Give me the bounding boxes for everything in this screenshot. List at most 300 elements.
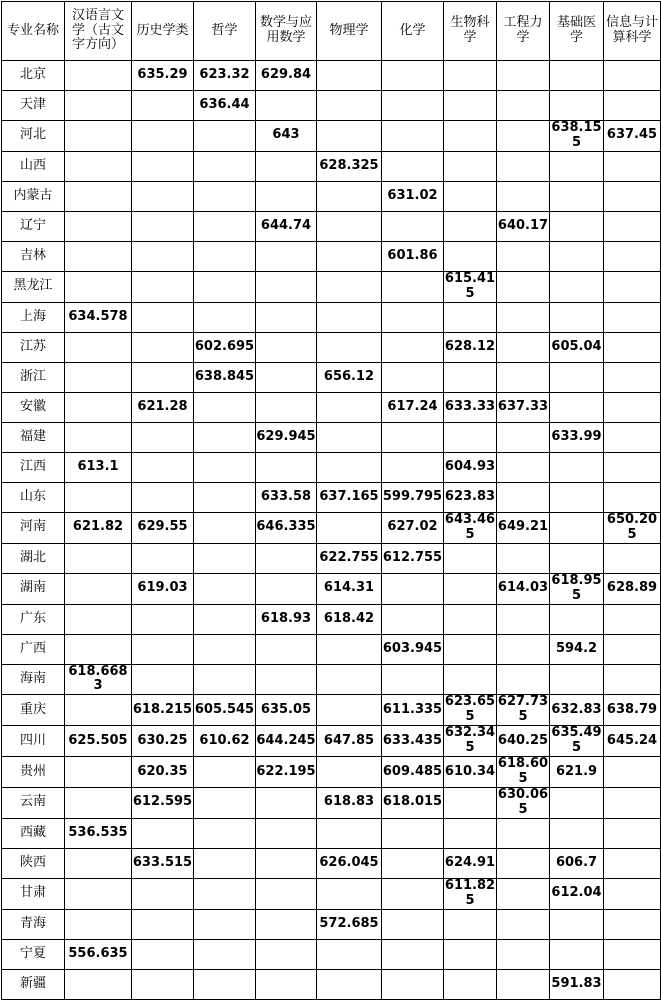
score-cell: [497, 818, 550, 848]
score-cell: [497, 61, 550, 91]
table-row: [2, 848, 661, 878]
score-cell: [604, 332, 661, 362]
score-cell: [382, 302, 444, 332]
score-cell: [256, 332, 317, 362]
score-cell: 612.755: [382, 543, 444, 573]
score-cell: [256, 392, 317, 422]
score-cell: 594.2: [550, 634, 604, 664]
score-cell: [194, 241, 256, 271]
score-cell: [382, 573, 444, 604]
score-cell: [444, 788, 497, 819]
score-cell: [132, 543, 194, 573]
region-label: 江西: [2, 452, 65, 482]
score-cell: [382, 452, 444, 482]
score-cell: [132, 362, 194, 392]
score-cell: [65, 634, 132, 664]
region-label: 浙江: [2, 362, 65, 392]
table-row: [2, 909, 661, 939]
score-cell: 633.33: [444, 392, 497, 422]
region-label: 青海: [2, 909, 65, 939]
score-cell: [550, 302, 604, 332]
score-cell: [194, 939, 256, 969]
score-cell: 650.205: [604, 512, 661, 543]
score-cell: 602.695: [194, 332, 256, 362]
score-cell: [194, 512, 256, 543]
score-cell: [497, 332, 550, 362]
score-cell: 613.1: [65, 452, 132, 482]
score-cell: [444, 362, 497, 392]
score-cell: 630.25: [132, 726, 194, 757]
region-label: 福建: [2, 422, 65, 452]
table-row: [2, 151, 661, 181]
score-cell: [65, 422, 132, 452]
score-cell: [382, 211, 444, 241]
region-label: 河北: [2, 121, 65, 152]
score-cell: [382, 909, 444, 939]
score-cell: 633.58: [256, 482, 317, 512]
score-cell: [317, 452, 382, 482]
region-label: 辽宁: [2, 211, 65, 241]
score-cell: 603.945: [382, 634, 444, 664]
score-cell: [604, 211, 661, 241]
score-cell: 637.45: [604, 121, 661, 152]
score-cell: 623.655: [444, 694, 496, 725]
table-row: [2, 818, 661, 848]
score-cell: 618.42: [317, 604, 382, 634]
score-cell: 591.83: [550, 969, 604, 999]
score-cell: 612.595: [132, 788, 194, 819]
score-cell: [317, 61, 382, 91]
score-cell: 635.05: [256, 695, 317, 726]
score-cell: [194, 452, 256, 482]
score-cell: [256, 634, 317, 664]
score-cell: [444, 543, 497, 573]
table-row: [2, 271, 661, 302]
score-cell: [194, 271, 256, 302]
region-label: 湖北: [2, 543, 65, 573]
score-cell: 621.28: [132, 392, 194, 422]
table-row: [2, 241, 661, 271]
score-cell: [497, 878, 550, 909]
region-label: 江苏: [2, 332, 65, 362]
score-cell: 621.9: [550, 757, 604, 788]
table-row: [2, 362, 661, 392]
score-cell: [317, 878, 382, 909]
column-header-mathematics: 数学与应用数学: [256, 2, 317, 61]
table-row: [2, 788, 661, 819]
score-cell: 611.335: [382, 695, 444, 726]
score-cell: 646.335: [256, 512, 317, 543]
table-row: [2, 757, 661, 788]
column-header-chemistry: 化学: [382, 2, 444, 61]
score-cell: 618.215: [132, 695, 194, 726]
column-header-engineering-mechanics: 工程力学: [497, 2, 550, 61]
score-cell: [550, 211, 604, 241]
region-label: 广东: [2, 604, 65, 634]
score-cell: [444, 634, 497, 664]
score-cell: 633.515: [132, 848, 194, 878]
score-cell: [604, 757, 661, 788]
score-cell: 637.165: [317, 482, 382, 512]
score-cell: [132, 969, 194, 999]
score-cell: 640.25: [497, 726, 550, 757]
score-cell: [256, 939, 317, 969]
table-row: [2, 512, 661, 543]
score-cell: 636.44: [194, 91, 256, 121]
score-cell: [444, 241, 497, 271]
score-cell: 638.845: [194, 362, 256, 392]
score-cell: [444, 422, 497, 452]
score-cell: [550, 392, 604, 422]
table-row: [2, 695, 661, 726]
column-header-chinese-literature: 汉语言文学（古文字方向）: [65, 2, 132, 61]
score-cell: [497, 939, 550, 969]
table-row: [2, 939, 661, 969]
score-cell: [256, 241, 317, 271]
score-cell: 624.91: [444, 848, 497, 878]
score-cell: [550, 151, 604, 181]
score-cell: [256, 271, 317, 302]
score-cell: [65, 482, 132, 512]
region-label: 山东: [2, 482, 65, 512]
score-cell: [497, 121, 550, 152]
score-cell: [550, 788, 604, 819]
score-cell: 604.93: [444, 452, 497, 482]
score-cell: [444, 91, 497, 121]
score-cell: [317, 241, 382, 271]
score-cell: [444, 121, 497, 152]
score-cell: [194, 604, 256, 634]
score-cell: [444, 909, 497, 939]
score-cell: [132, 878, 194, 909]
score-cell: 620.35: [132, 757, 194, 788]
region-label: 湖南: [2, 573, 65, 604]
score-cell: [382, 818, 444, 848]
score-cell: [65, 788, 132, 819]
score-cell: [317, 939, 382, 969]
score-cell: [65, 392, 132, 422]
score-cell: 605.04: [550, 332, 604, 362]
region-label: 宁夏: [2, 939, 65, 969]
score-cell: [444, 818, 497, 848]
score-cell: 640.17: [497, 211, 550, 241]
score-cell: [604, 634, 661, 664]
score-cell: [317, 757, 382, 788]
table-body: [2, 61, 661, 1000]
score-cell: [382, 969, 444, 999]
score-cell: 610.34: [444, 757, 497, 788]
score-cell: 637.33: [497, 392, 550, 422]
table-row: [2, 543, 661, 573]
score-cell: 633.99: [550, 422, 604, 452]
score-cell: [604, 452, 661, 482]
table-row: [2, 91, 661, 121]
score-cell: [65, 573, 132, 604]
score-cell: 627.02: [382, 512, 444, 543]
score-cell: 629.55: [132, 512, 194, 543]
score-cell: [604, 818, 661, 848]
score-cell: [132, 452, 194, 482]
score-cell: [132, 151, 194, 181]
score-cell: [550, 181, 604, 211]
score-cell: [65, 332, 132, 362]
score-cell: [194, 909, 256, 939]
score-cell: 645.24: [604, 726, 661, 757]
score-cell: [317, 664, 382, 695]
region-label: 上海: [2, 302, 65, 332]
score-cell: [382, 939, 444, 969]
score-cell: [65, 362, 132, 392]
score-cell: [256, 878, 317, 909]
column-header-basic-medicine: 基础医学: [550, 2, 604, 61]
score-cell: [317, 695, 382, 726]
score-cell: 629.945: [256, 422, 317, 452]
score-cell: 618.83: [317, 788, 382, 819]
score-cell: [382, 878, 444, 909]
score-cell: [604, 909, 661, 939]
score-cell: [256, 969, 317, 999]
score-cell: [65, 848, 132, 878]
score-cell: [550, 452, 604, 482]
score-cell: [550, 482, 604, 512]
score-cell: [382, 271, 444, 302]
score-cell: 622.195: [256, 757, 317, 788]
region-label: 广西: [2, 634, 65, 664]
score-cell: [132, 422, 194, 452]
score-cell: 628.89: [604, 573, 661, 604]
region-label: 北京: [2, 61, 65, 91]
score-cell: [550, 543, 604, 573]
score-cell: [444, 969, 497, 999]
score-cell: [497, 241, 550, 271]
region-label: 陕西: [2, 848, 65, 878]
table-row: [2, 121, 661, 152]
score-cell: 610.62: [194, 726, 256, 757]
score-cell: [604, 392, 661, 422]
score-cell: [194, 422, 256, 452]
score-cell: 628.325: [317, 151, 382, 181]
table-header-row: [2, 2, 661, 61]
score-cell: [194, 788, 256, 819]
score-cell: [132, 241, 194, 271]
region-label: 四川: [2, 726, 65, 757]
score-cell: [65, 121, 132, 152]
score-cell: [604, 543, 661, 573]
score-cell: 614.03: [497, 573, 550, 604]
score-cell: [194, 969, 256, 999]
region-label: 西藏: [2, 818, 65, 848]
column-header-history: 历史学类: [132, 2, 194, 61]
score-cell: [256, 302, 317, 332]
score-cell: [256, 664, 317, 695]
table-row: [2, 61, 661, 91]
score-cell: [497, 91, 550, 121]
score-cell: [317, 969, 382, 999]
score-cell: [317, 302, 382, 332]
region-label: 河南: [2, 512, 65, 543]
table-row: [2, 878, 661, 909]
table-row: [2, 664, 661, 695]
score-cell: 635.29: [132, 61, 194, 91]
score-cell: [497, 362, 550, 392]
score-cell: [65, 151, 132, 181]
score-cell: [382, 362, 444, 392]
score-cell: [317, 271, 382, 302]
score-cell: [497, 181, 550, 211]
table-row: [2, 482, 661, 512]
score-cell: [194, 121, 256, 152]
score-cell: [497, 604, 550, 634]
score-cell: 625.505: [65, 726, 132, 757]
score-cell: 536.535: [65, 818, 132, 848]
score-cell: [194, 878, 256, 909]
score-cell: [132, 909, 194, 939]
score-cell: [444, 604, 497, 634]
table-row: [2, 452, 661, 482]
score-cell: [497, 848, 550, 878]
score-cell: 615.415: [444, 271, 496, 301]
score-cell: [256, 543, 317, 573]
score-cell: [550, 241, 604, 271]
score-cell: [497, 422, 550, 452]
score-cell: [382, 91, 444, 121]
score-cell: [194, 664, 256, 695]
score-cell: 631.02: [382, 181, 444, 211]
score-cell: [65, 543, 132, 573]
score-cell: 622.755: [317, 543, 382, 573]
score-cell: [256, 573, 317, 604]
score-cell: [604, 939, 661, 969]
score-cell: [497, 482, 550, 512]
score-cell: 638.79: [604, 695, 661, 726]
score-cell: 618.605: [497, 756, 549, 787]
score-cell: [65, 271, 132, 302]
table-row: [2, 392, 661, 422]
score-cell: 599.795: [382, 482, 444, 512]
score-cell: [497, 664, 550, 695]
score-cell: [497, 634, 550, 664]
score-cell: 629.84: [256, 61, 317, 91]
score-cell: [444, 302, 497, 332]
region-label: 山西: [2, 151, 65, 181]
score-cell: 634.578: [65, 302, 132, 332]
table-row: [2, 604, 661, 634]
score-cell: [317, 512, 382, 543]
score-cell: [194, 151, 256, 181]
score-cell: [256, 91, 317, 121]
score-cell: [65, 695, 132, 726]
score-cell: [132, 818, 194, 848]
score-cell: [65, 211, 132, 241]
score-cell: 614.31: [317, 573, 382, 604]
score-cell: [132, 121, 194, 152]
score-cell: [604, 151, 661, 181]
score-cell: [132, 634, 194, 664]
score-cell: [382, 604, 444, 634]
score-cell: 633.435: [382, 726, 444, 757]
score-cell: [65, 969, 132, 999]
score-cell: 601.86: [382, 241, 444, 271]
score-cell: [65, 909, 132, 939]
table-row: [2, 573, 661, 604]
score-cell: [382, 664, 444, 695]
score-cell: [604, 664, 661, 695]
score-cell: [550, 512, 604, 543]
score-cell: [132, 302, 194, 332]
column-header-information-computing: 信息与计算科学: [604, 2, 661, 61]
score-cell: [256, 181, 317, 211]
score-cell: 649.21: [497, 512, 550, 543]
score-cell: [550, 939, 604, 969]
score-cell: 628.12: [444, 332, 497, 362]
score-cell: [604, 878, 661, 909]
region-label: 新疆: [2, 969, 65, 999]
score-cell: 630.065: [497, 787, 549, 817]
score-cell: 606.7: [550, 848, 604, 878]
score-cell: 572.685: [317, 909, 382, 939]
score-cell: [194, 543, 256, 573]
score-cell: [497, 543, 550, 573]
score-cell: 638.155: [551, 120, 602, 150]
score-cell: [604, 181, 661, 211]
score-cell: [550, 271, 604, 302]
score-cell: 627.735: [497, 694, 549, 725]
score-cell: 647.85: [317, 726, 382, 757]
score-cell: [317, 422, 382, 452]
score-cell: 632.345: [444, 725, 496, 756]
region-label: 吉林: [2, 241, 65, 271]
score-cell: 619.03: [132, 573, 194, 604]
score-cell: 618.93: [256, 604, 317, 634]
score-cell: 618.6683: [65, 664, 132, 695]
score-cell: [194, 482, 256, 512]
region-label: 云南: [2, 788, 65, 819]
score-cell: [132, 482, 194, 512]
score-cell: [604, 61, 661, 91]
table-row: [2, 969, 661, 999]
column-header-philosophy: 哲学: [194, 2, 256, 61]
table-row: [2, 422, 661, 452]
score-cell: 632.83: [550, 695, 604, 726]
score-cell: [65, 181, 132, 211]
score-cell: [132, 332, 194, 362]
score-cell: [550, 604, 604, 634]
score-cell: [132, 664, 194, 695]
score-cell: [550, 91, 604, 121]
score-cell: [444, 181, 497, 211]
region-label: 内蒙古: [2, 181, 65, 211]
score-cell: [256, 151, 317, 181]
score-cell: [604, 91, 661, 121]
score-cell: 643.465: [444, 512, 496, 542]
score-cell: [604, 302, 661, 332]
score-cell: 635.495: [551, 725, 602, 756]
score-cell: [194, 302, 256, 332]
score-cell: 626.045: [317, 848, 382, 878]
table-row: [2, 302, 661, 332]
score-cell: [317, 121, 382, 152]
score-cell: [194, 211, 256, 241]
score-cell: 617.24: [382, 392, 444, 422]
score-cell: 556.635: [65, 939, 132, 969]
score-cell: 656.12: [317, 362, 382, 392]
score-cell: [317, 332, 382, 362]
table-row: [2, 726, 661, 757]
score-cell: [497, 969, 550, 999]
score-cell: [65, 241, 132, 271]
score-cell: 612.04: [550, 878, 604, 909]
score-cell: [604, 362, 661, 392]
